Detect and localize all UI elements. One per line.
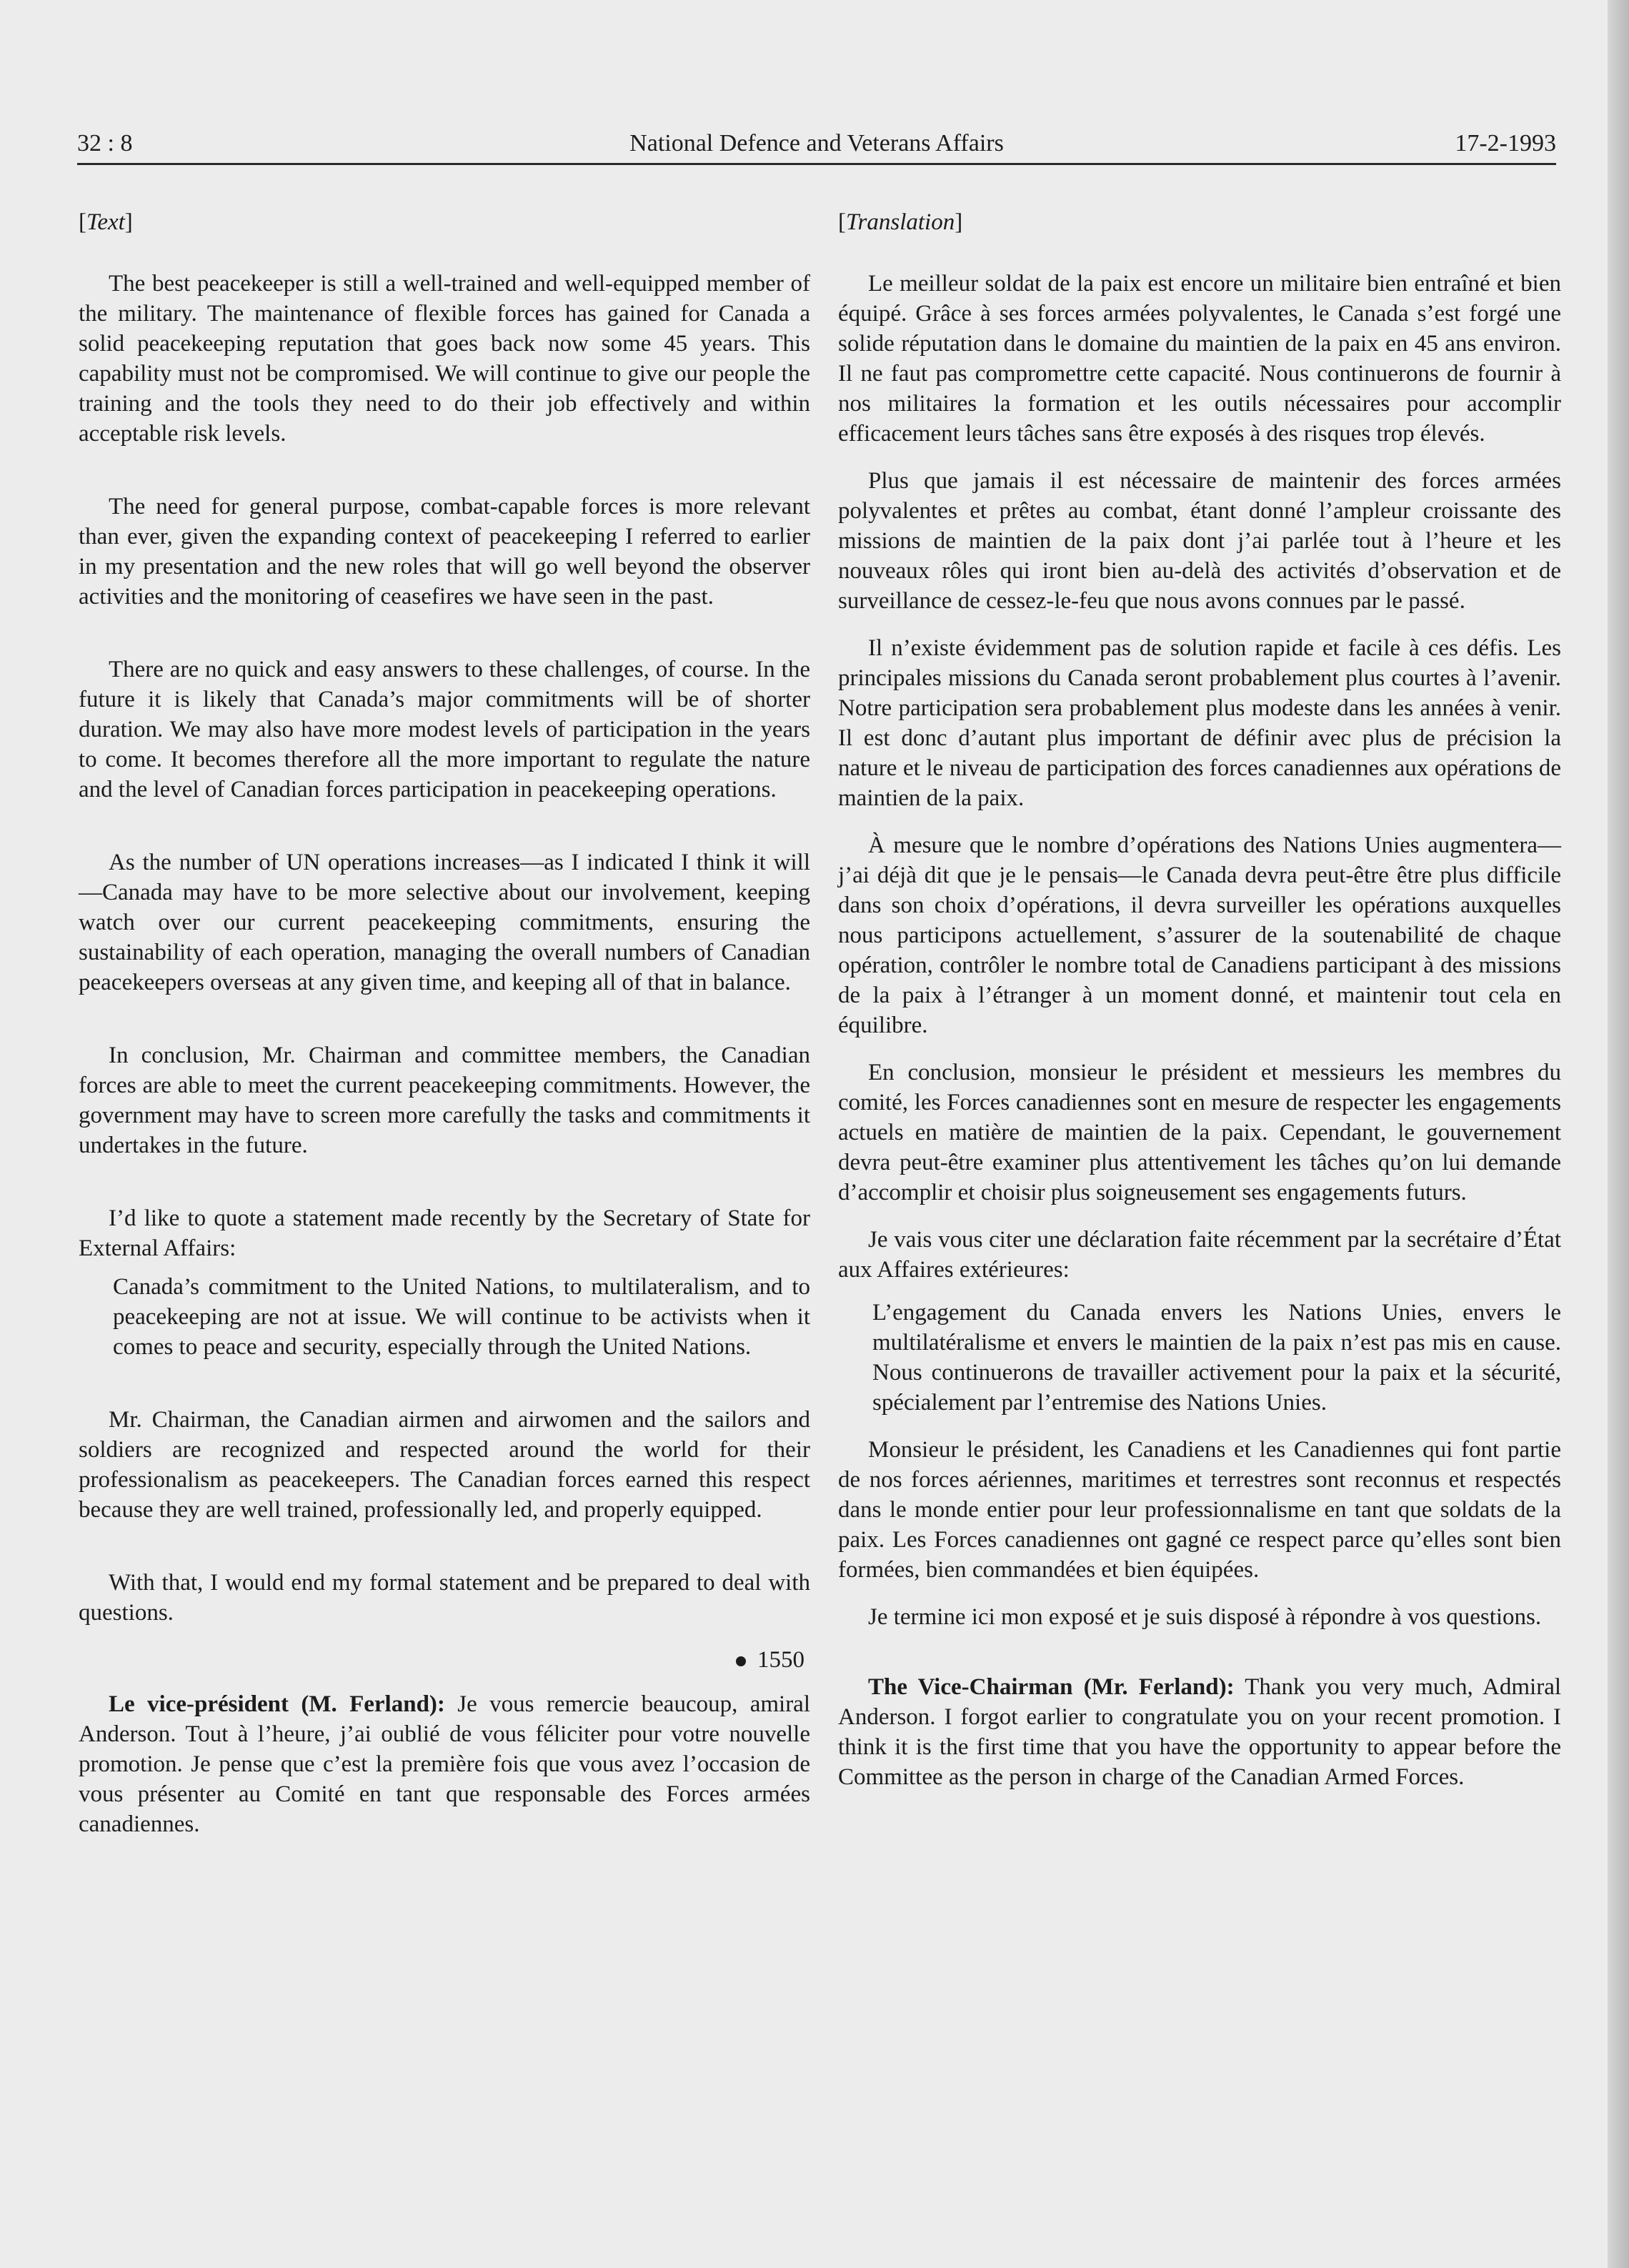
block-quote: L’engagement du Canada envers les Nations Unies, envers le multilatéralisme et envers le maintien de la paix n’est pas mis en cause. Nous continuerons de travailler activement pour la paix et la sécurité, spécialement par l’entremise des Nations Unies. [872,1300,1561,1416]
time-marker: 1550 [79,1645,810,1675]
speaker-paragraph [838,1672,1561,1792]
page-header [77,129,1556,165]
paragraph: In conclusion, Mr. Chairman and committee members, the Canadian forces are able to meet the current peacekeeping commitments. However, the government may have to screen more carefully the tasks and commitments it undertakes in the future. [79,1043,810,1158]
paragraph: Je termine ici mon exposé et je suis disposé à répondre à vos questions. [868,1604,1542,1630]
speaker-paragraph [79,1689,810,1839]
paragraph: Plus que jamais il est nécessaire de maintenir des forces armées polyvalentes et prêtes au combat, étant donné l’ampleur croissante des missions de maintien de la paix dont j’ai parlée tout à l’heure et les nouveaux rôles qui iront bien au-delà des activités d’observation et de surveillance de cessez-le-feu que nous avons connues par le passé. [838,468,1561,614]
header-date: 17-2-1993 [1455,130,1556,156]
paragraph: Il n’existe évidemment pas de solution rapide et facile à ces défis. Les principales missions du Canada seront probablement plus courtes à l’avenir. Notre participation sera probablement plus modeste dans les années à venir. Il est donc d’autant plus important de définir avec plus de précision la nature et le niveau de participation des forces canadiennes aux opérations de maintien de la paix. [838,635,1561,811]
paragraph: There are no quick and easy answers to these challenges, of course. In the future it is likely that Canada’s major commitments will be of shorter duration. We may also have more modest levels of participation in the years to come. It becomes therefore all the more important to regulate the nature and the level of Canadian forces participation in peacekeeping operations. [79,657,810,802]
paragraph: I’d like to quote a statement made recently by the Secretary of State for External Affairs: [79,1205,810,1261]
right-column [838,207,1561,1809]
paragraph: En conclusion, monsieur le président et messieurs les membres du comité, les Forces canadiennes sont en mesure de respecter les engagements actuels en matière de maintien de la paix. Cependant, le gouvernement devra peut-être examiner plus attentivement les tâches qu’on lui demande d’accomplir et choisir plus soigneusement ses engagements futurs. [838,1060,1561,1205]
speaker-text: Je vous remercie beaucoup, amiral Anderson. Tout à l’heure, j’ai oublié de vous féliciter pour votre nouvelle promotion. Je pense que c’est la première fois que vous avez l’occasion de vous présenter au Comité en tant que responsable des Forces armées canadiennes. [79,1691,810,1837]
speaker-name: The Vice-Chairman (Mr. Ferland): [868,1674,1235,1700]
paragraph: Monsieur le président, les Canadiens et les Canadiennes qui font partie de nos forces aériennes, maritimes et terrestres sont reconnus et respectés dans le monde entier pour leur professionnalisme en tant que soldats de la paix. Les Forces canadiennes ont gagné ce respect parce qu’elles sont bien formées, bien commandées et bien équipées. [838,1437,1561,1583]
translation-label: [Translation] [838,209,963,235]
paragraph: The need for general purpose, combat-capable forces is more relevant than ever, given the expanding context of peacekeeping I referred to earlier in my presentation and the new roles that will go well beyond the observer activities and the monitoring of ceasefires we have seen in the past. [79,494,810,610]
speaker-name: Le vice-président (M. Ferland): [109,1691,445,1717]
speaker-text: Thank you very much, Admiral Anderson. I forgot earlier to congratulate you on your recent promotion. I think it is the first time that you have the opportunity to appear before the Committee as the person in charge of the Canadian Armed Forces. [838,1674,1562,1790]
bullet-icon [736,1656,746,1666]
text-label: [Text] [79,209,133,235]
paragraph: À mesure que le nombre d’opérations des Nations Unies augmentera—j’ai déjà dit que je le pensais—le Canada devra peut-être être plus difficile dans son choix d’opérations, il devra surveiller les opérations auxquelles nous participons actuellement, s’assurer de la soutenabilité de chaque opération, contrôler le nombre total de Canadiens participant à des missions de la paix à l’étranger à un moment donné, et maintenir tout cela en équilibre. [838,832,1561,1038]
paragraph: Je vais vous citer une déclaration faite récemment par la secrétaire d’État aux Affaires extérieures: [838,1227,1561,1283]
paragraph: Le meilleur soldat de la paix est encore un militaire bien entraîné et bien équipé. Grâce à ses forces armées polyvalentes, le Canada s’est forgé une solide réputation dans le domaine du maintien de la paix en 45 ans environ. Il ne faut pas compromettre cette capacité. Nous continuerons de fournir à nos militaires la formation et les outils nécessaires pour accomplir efficacement leurs tâches sans être exposés à des risques trop élevés. [838,271,1561,447]
paragraph: Mr. Chairman, the Canadian airmen and airwomen and the sailors and soldiers are recognized and respected around the world for their professionalism as peacekeepers. The Canadian forces earned this respect because they are well trained, professionally led, and properly equipped. [79,1407,810,1523]
left-column [79,207,810,1882]
page-number: 32 : 8 [77,130,133,156]
paragraph: The best peacekeeper is still a well-trained and well-equipped member of the military. The maintenance of flexible forces has gained for Canada a solid peacekeeping reputation that goes back now some 45 years. This capability must not be compromised. We will continue to give our people the training and the tools they need to do their job effectively and within acceptable risk levels. [79,271,810,447]
block-quote: Canada’s commitment to the United Nations, to multilateralism, and to peacekeeping are not at issue. We will continue to be activists when it comes to peace and security, especially through the United Nations. [113,1274,810,1360]
paragraph: As the number of UN operations increases—as I indicated I think it will—Canada may have to be more selective about our involvement, keeping watch over our current peacekeeping commitments, ensuring the sustainability of each operation, managing the overall numbers of Canadian peacekeepers overseas at any given time, and keeping all of that in balance. [79,850,810,995]
paragraph: With that, I would end my formal statement and be prepared to deal with questions. [79,1570,810,1626]
running-title: National Defence and Veterans Affairs [629,130,1004,156]
page-edge-shadow [1608,0,1629,2268]
